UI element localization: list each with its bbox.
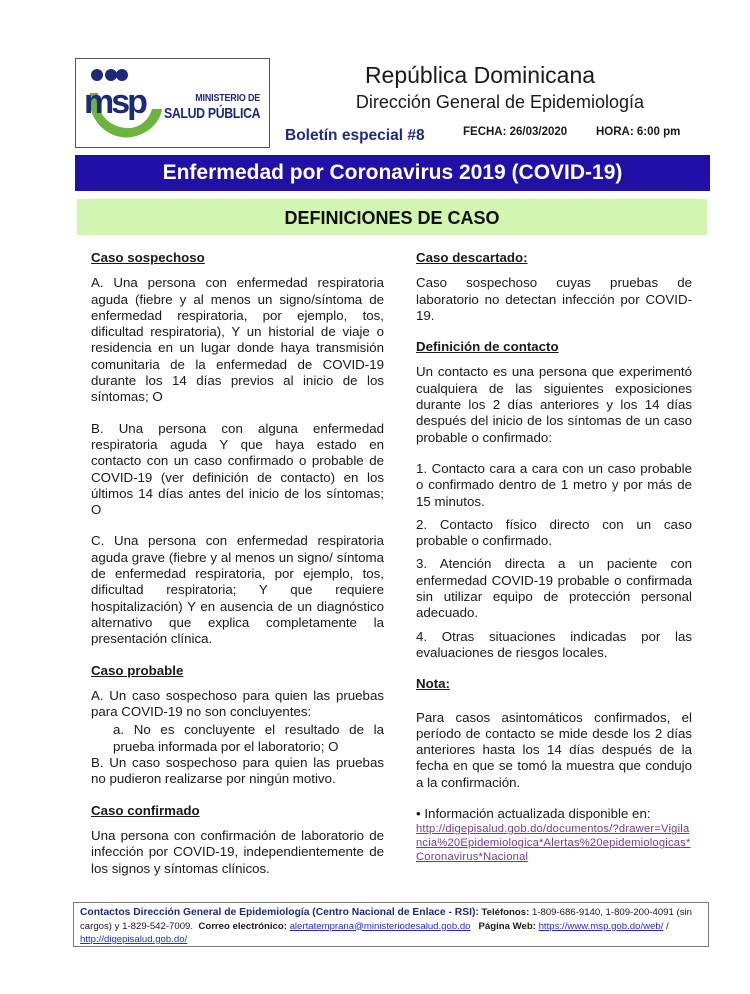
discarded-case-text: Caso sospechoso cuyas pruebas de laboratorio no detectan infección por COVID-19. [416,275,692,323]
contact-item: 2. Contacto físico directo con un caso probable o confirmado. [416,516,692,549]
disease-banner: Enfermedad por Coronavirus 2019 (COVID-19) [75,155,710,191]
probable-case-heading: Caso probable [91,662,184,678]
ministry-name-line1: MINISTERIO DE [195,92,261,104]
msp-logo-icon [82,63,164,143]
ministry-name-line2: SALUD PÚBLICA [164,104,261,122]
contact-item: 4. Otras situaciones indicadas por las evaluaciones de riesgos locales. [416,628,692,660]
left-column [91,250,384,892]
contact-definition-intro: Un contacto es una persona que experimentó cualquiera de las siguientes exposiciones durante los 2 días anteriores y los 14 días después del inicio de los síntomas de un caso probable o confirmado: [416,364,692,445]
probable-case-b: B. Un caso sospechoso para quien las pruebas no pudieron realizarse por ningún motivo. [91,755,384,787]
info-label: • Información actualizada disponible en: [416,806,651,822]
contact-item: 3. Atención directa a un paciente con enfermedad COVID-19 probable o confirmada sin utilizar equipo de protección personal adecuado. [416,556,692,621]
discarded-case-heading: Caso descartado: [416,250,528,265]
ministry-name [164,92,281,122]
suspected-case-c: C. Una persona con enfermedad respiratoria aguda grave (fiebre y al menos un signo/ síntoma de enfermedad respiratoria, por ejemplo, tos, dificultad respiratoria; Y que requiere hospitalización) Y en ausencia de un diagnóstico alternativo que explica completamente la presentación clínica. [91,533,384,647]
suspected-case-heading: Caso sospechoso [91,250,205,265]
probable-case-a: A. Un caso sospechoso para quien las pruebas para COVID-19 no son concluyentes: [91,687,384,720]
country-title: República Dominicana [364,62,596,88]
confirmed-case-text: Una persona con confirmación de laboratorio de infección por COVID-19, independientemente de los signos y síntomas clínicos. [91,827,384,876]
digepisalud-web-link[interactable]: http://digepisalud.gob.do/ [80,934,188,945]
probable-case-a-sub: a. No es concluyente el resultado de la prueba informada por el laboratorio; O [113,722,384,754]
web-label: Página Web: [478,920,536,932]
contacts-footer [73,902,709,947]
right-column [416,250,692,864]
section-title-band: DEFINICIONES DE CASO [77,199,707,235]
email-link[interactable]: alertatemprana@ministeriodesalud.gob.do [289,920,471,932]
phones-value: 1-809-686-9140, 1-809-200-4091 (sin cargos) y 1-829-542-7009. [80,907,692,932]
svg-text:msp: msp [84,83,145,121]
bulletin-number: Boletín especial #8 [285,127,425,144]
directorate-title: Dirección General de Epidemiología [355,92,645,112]
bulletin-time: HORA: 6:00 pm [596,126,681,138]
suspected-case-a: A. Una persona con enfermedad respiratoria aguda (fiebre y al menos un signo/síntoma de enfermedad respiratoria, por ejemplo, tos, dificultad respiratoria), Y un historial de viaje o residencia en un lugar donde haya transmisión comunitaria de la enfermedad de COVID-19 durante los 14 días previos al inicio de los síntomas; O [91,275,384,405]
note-heading: Nota: [416,676,450,692]
contact-item: 1. Contacto cara a cara con un caso probable o confirmado dentro de 1 metro y por más de 15 minutos. [416,460,692,509]
link-separator: / [666,920,669,932]
phones-label: Teléfonos: [481,907,530,918]
confirmed-case-heading: Caso confirmado [91,802,200,818]
info-link[interactable]: http://digepisalud.gob.do/documentos/?drawer=Vigilancia%20Epidemiologica*Alertas%20epidemiologicas*Coronavirus*Nacional [416,823,691,864]
contact-definition-heading: Definición de contacto [416,339,559,355]
msp-logo [75,58,270,148]
email-label: Correo electrónico: [198,920,287,932]
footer-org: Contactos Dirección General de Epidemiología (Centro Nacional de Enlace - RSI): [80,907,479,918]
bulletin-date: FECHA: 26/03/2020 [463,126,568,138]
msp-web-link[interactable]: https://www.msp.gob.do/web/ [538,920,664,932]
suspected-case-b: B. Una persona con alguna enfermedad respiratoria aguda Y que haya estado en contacto con un caso confirmado o probable de COVID-19 (ver definición de contacto) en los últimos 14 días antes del inicio de los síntomas; O [91,420,384,518]
note-text: Para casos asintomáticos confirmados, el período de contacto se mide desde los 2 días anteriores hasta los 14 días después de la fecha en que se tomó la muestra que condujo a la confirmación. [416,709,692,790]
